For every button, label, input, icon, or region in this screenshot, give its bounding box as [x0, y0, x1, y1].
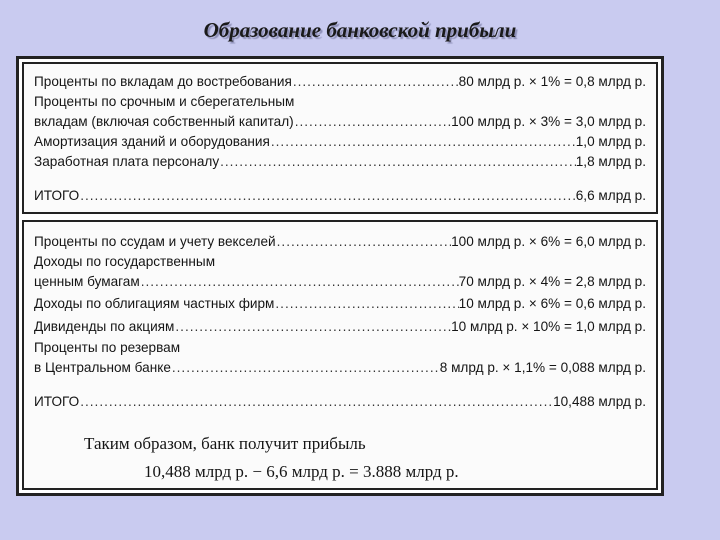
row-label: Проценты по резервам [34, 340, 181, 355]
row-label: Амортизация зданий и оборудования [34, 134, 270, 149]
row-value: 100 млрд р. × 3% = 3,0 млрд р. [451, 114, 646, 129]
slide-title: Образование банковской прибыли [203, 18, 517, 42]
income-row-reserves-line1 [34, 338, 646, 358]
row-value: 1,8 млрд р. [575, 154, 646, 169]
income-row-gov-securities-line1 [34, 252, 646, 272]
row-label: Дивиденды по акциям [34, 319, 175, 334]
row-value: 10 млрд р. × 10% = 1,0 млрд р. [451, 319, 646, 334]
conclusion-line-2: 10,488 млрд р. − 6,6 млрд р. = 3.888 млрд р. [144, 462, 459, 481]
row-label: ценным бумагам [34, 274, 140, 289]
row-label: Заработная плата персоналу [34, 154, 220, 169]
conclusion-line-1: Таким образом, банк получит прибыль [84, 434, 366, 453]
leader-dots [140, 272, 459, 292]
leader-dots [276, 232, 451, 252]
row-label: в Центральном банке [34, 360, 171, 375]
total-label: ИТОГО [34, 188, 80, 203]
leader-dots [79, 392, 553, 412]
total-label: ИТОГО [34, 394, 80, 409]
row-value: 80 млрд р. × 1% = 0,8 млрд р. [458, 74, 646, 89]
total-value: 10,488 млрд р. [553, 394, 646, 409]
costs-panel [22, 62, 658, 214]
leader-dots [79, 186, 576, 206]
row-label: Проценты по срочным и сберегательным [34, 94, 295, 109]
row-value: 100 млрд р. × 6% = 6,0 млрд р. [451, 234, 646, 249]
row-label: Доходы по облигациям частных фирм [34, 296, 275, 311]
row-label: Доходы по государственным [34, 254, 216, 269]
leader-dots [292, 72, 459, 92]
income-panel [22, 220, 658, 490]
cost-row-term-deposits-line1 [34, 92, 646, 112]
leader-dots [270, 132, 576, 152]
cost-row-salaries [34, 152, 646, 172]
leader-dots [219, 152, 576, 172]
cost-row-depreciation [34, 132, 646, 152]
income-row-loans [34, 232, 646, 252]
income-total-row [34, 392, 646, 412]
leader-dots [294, 112, 451, 132]
income-row-dividends [34, 317, 646, 337]
scanned-table [16, 56, 664, 496]
row-label: Проценты по вкладам до востребования [34, 74, 292, 89]
total-value: 6,6 млрд р. [575, 188, 646, 203]
leader-dots [274, 294, 458, 314]
row-value: 70 млрд р. × 4% = 2,8 млрд р. [458, 274, 646, 289]
row-value: 1,0 млрд р. [575, 134, 646, 149]
row-label: вкладам (включая собственный капитал) [34, 114, 294, 129]
row-value: 8 млрд р. × 1,1% = 0,088 млрд р. [439, 360, 646, 375]
income-row-corporate-bonds [34, 294, 646, 314]
cost-total-row [34, 186, 646, 206]
income-row-gov-securities-line2 [34, 272, 646, 292]
cost-row-term-deposits-line2 [34, 112, 646, 132]
leader-dots [171, 358, 440, 378]
row-value: 10 млрд р. × 6% = 0,6 млрд р. [458, 296, 646, 311]
leader-dots [174, 317, 451, 337]
income-row-reserves-line2 [34, 358, 646, 378]
cost-row-demand-deposits [34, 72, 646, 92]
row-label: Проценты по ссудам и учету векселей [34, 234, 276, 249]
